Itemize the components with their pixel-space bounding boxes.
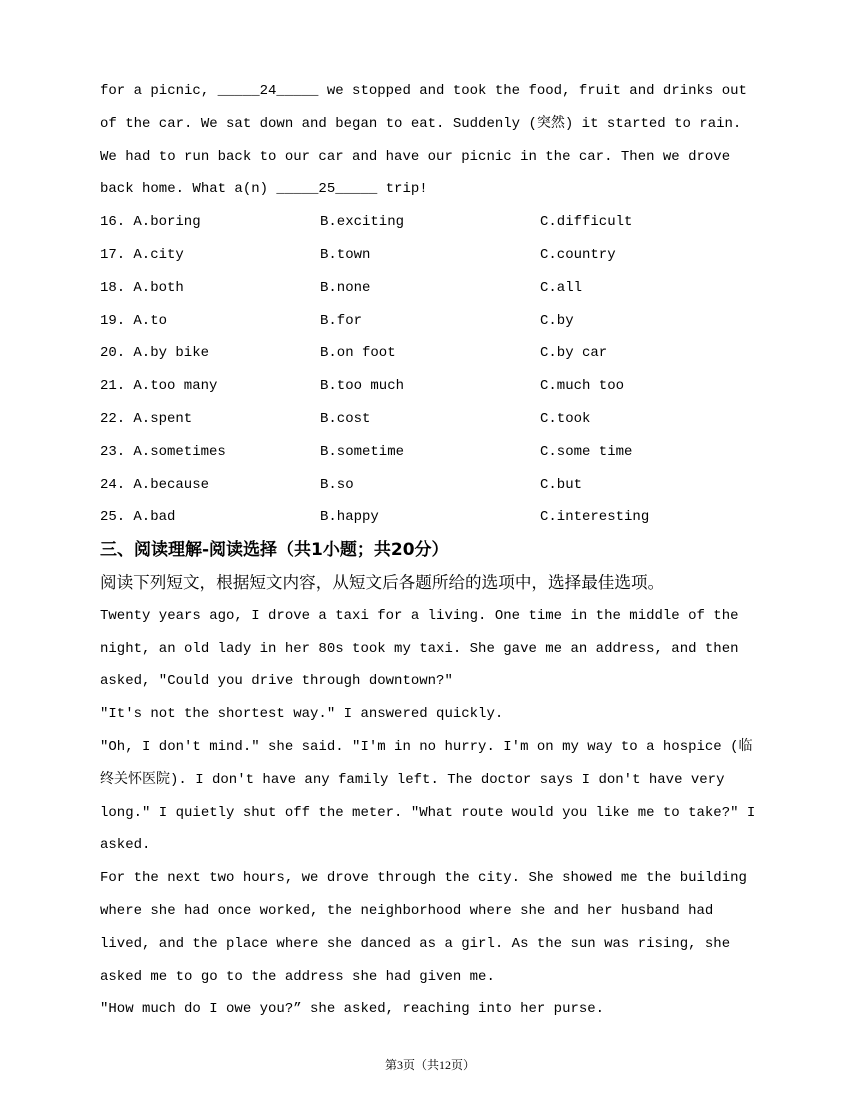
option-b: B.for [320, 312, 363, 329]
option-c: C.much too [540, 378, 625, 395]
option-row [100, 436, 780, 469]
option-a: A.bad [133, 509, 176, 526]
question-number: 21. [100, 378, 126, 395]
option-c: C.country [540, 246, 616, 263]
reading-passage-line: Twenty years ago, I drove a taxi for a living. One time in the middle of the [100, 607, 739, 624]
reading-passage-line: asked, "Could you drive through downtown?" [100, 673, 453, 690]
option-row [100, 305, 780, 338]
reading-passage-line: For the next two hours, we drove through the city. She showed me the building [100, 870, 747, 887]
reading-passage-line: asked me to go to the address she had given me. [100, 968, 495, 985]
question-number: 25. [100, 509, 126, 526]
reading-passage-line: 终关怀医院). I don't have any family left. The doctor says I don't have very [100, 771, 725, 788]
option-row [100, 501, 780, 534]
question-number: 19. [100, 312, 126, 329]
option-a: A.spent [133, 410, 193, 427]
question-number: 17. [100, 246, 126, 263]
option-a: A.both [133, 279, 184, 296]
option-b: B.happy [320, 509, 379, 526]
reading-passage-line: lived, and the place where she danced as a girl. As the sun was rising, she [100, 935, 731, 952]
option-a: A.city [133, 246, 184, 263]
section-heading: 三、阅读理解-阅读选择（共1小题；共20分） [100, 540, 449, 561]
reading-passage-line: "How much do I owe you?” she asked, reaching into her purse. [100, 1001, 605, 1018]
question-number: 22. [100, 410, 126, 427]
option-c: C.took [540, 410, 591, 427]
option-c: C.but [540, 476, 583, 493]
option-c: C.some time [540, 443, 633, 460]
section-instruction: 阅读下列短文，根据短文内容，从短文后各题所给的选项中，选择最佳选项。 [100, 572, 665, 592]
option-a: A.to [133, 312, 167, 329]
option-b: B.cost [320, 410, 371, 427]
option-row [100, 337, 780, 370]
option-row [100, 206, 780, 239]
cloze-passage-line: of the car. We sat down and began to eat. Suddenly (突然) it started to rain. [100, 115, 742, 132]
option-b: B.none [320, 279, 371, 296]
option-a: A.too many [133, 378, 218, 395]
page-content [100, 75, 780, 1026]
option-a: A.sometimes [133, 443, 226, 460]
option-row [100, 239, 780, 272]
option-b: B.on foot [320, 345, 396, 362]
question-number: 23. [100, 443, 126, 460]
option-a: A.boring [133, 214, 201, 231]
option-row [100, 403, 780, 436]
option-a: A.because [133, 476, 210, 493]
option-b: B.town [320, 246, 371, 263]
cloze-passage-line: back home. What a(n) _____25_____ trip! [100, 181, 428, 198]
option-row [100, 370, 780, 403]
reading-passage-line: "It's not the shortest way." I answered quickly. [100, 706, 504, 723]
option-b: B.exciting [320, 214, 405, 231]
reading-passage-line: long." I quietly shut off the meter. "What route would you like me to take?" I [100, 804, 756, 821]
option-row [100, 272, 780, 305]
option-c: C.difficult [540, 214, 633, 231]
reading-passage-line: where she had once worked, the neighborhood where she and her husband had [100, 902, 714, 919]
option-c: C.by car [540, 345, 608, 362]
option-c: C.all [540, 279, 583, 296]
option-c: C.interesting [540, 509, 650, 526]
option-b: B.sometime [320, 443, 405, 460]
cloze-passage-line: We had to run back to our car and have our picnic in the car. Then we drove [100, 148, 731, 165]
option-a: A.by bike [133, 345, 210, 362]
option-c: C.by [540, 312, 574, 329]
page-footer: 第3页（共12页） [384, 1058, 475, 1072]
option-row [100, 469, 780, 502]
reading-passage-line: night, an old lady in her 80s took my taxi. She gave me an address, and then [100, 640, 739, 657]
reading-passage-line: asked. [100, 837, 151, 854]
option-b: B.too much [320, 378, 405, 395]
reading-passage-line: "Oh, I don't mind." she said. "I'm in no hurry. I'm on my way to a hospice (临 [100, 738, 753, 755]
question-number: 24. [100, 476, 126, 493]
question-number: 16. [100, 214, 126, 231]
option-b: B.so [320, 476, 354, 493]
cloze-passage-line: for a picnic, _____24_____ we stopped and took the food, fruit and drinks out [100, 83, 747, 99]
question-number: 18. [100, 279, 126, 296]
question-number: 20. [100, 345, 126, 362]
